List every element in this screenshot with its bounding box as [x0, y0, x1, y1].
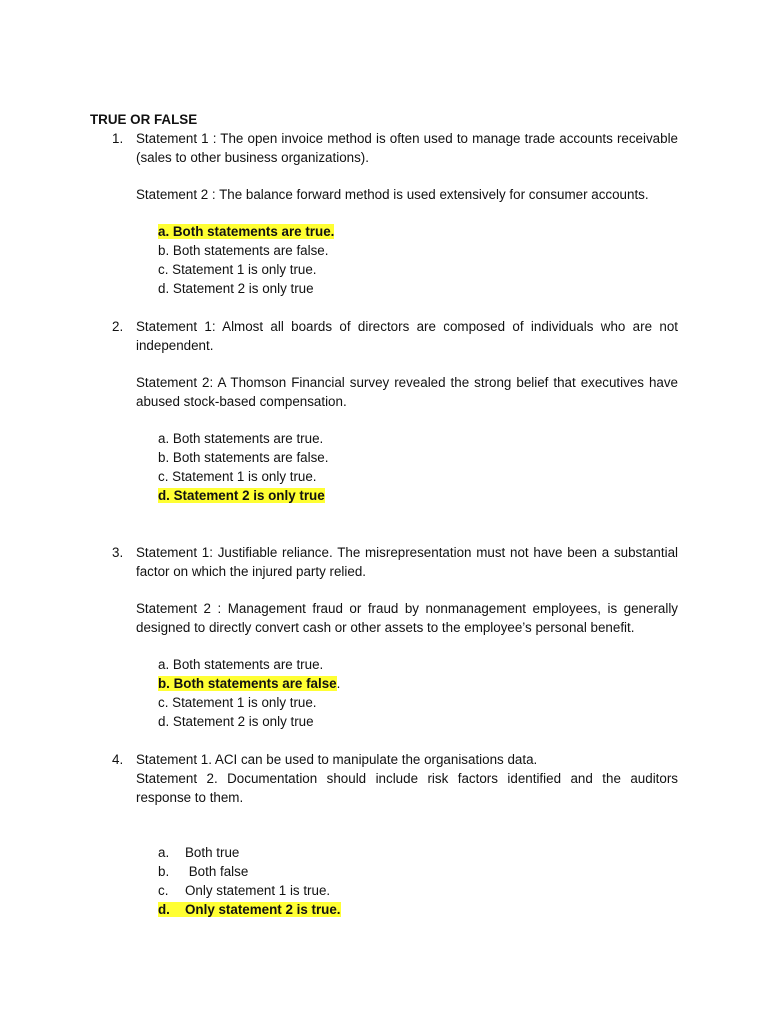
choice-suffix: .: [336, 676, 341, 691]
choice-a: [158, 843, 678, 862]
statement-1: Statement 1: Justifiable reliance. The misrepresentation must not have been a substantial factor on which the injured party relied.: [136, 545, 678, 579]
statement-2: Statement 2. Documentation should include risk factors identified and the auditors response to them.: [136, 771, 678, 805]
question-number: 2.: [112, 319, 124, 334]
choice-b: b. Both statements are false.: [158, 243, 329, 258]
question-1: [112, 129, 678, 298]
choice-b: [158, 674, 678, 693]
question-4: [112, 750, 678, 919]
choice-c: c. Statement 1 is only true.: [158, 469, 317, 484]
choice-text: Both true: [185, 845, 240, 860]
page-heading: TRUE OR FALSE: [90, 112, 198, 127]
statement-2: Statement 2 : Management fraud or fraud by nonmanagement employees, is generally designed to directly convert cash or other assets to the employee’s personal benefit.: [136, 601, 678, 635]
choice-letter: d.: [158, 902, 170, 917]
choice-letter: b.: [158, 864, 170, 879]
statement-1: Statement 1 : The open invoice method is often used to manage trade accounts receivable (sales to other business organizations).: [136, 131, 678, 165]
choice-d: d. Statement 2 is only true: [158, 281, 314, 296]
choice-text: Only statement 1 is true.: [185, 883, 331, 898]
choice-c: c. Statement 1 is only true.: [158, 262, 317, 277]
correct-answer-highlight: b. Both statements are false: [158, 676, 337, 691]
answer-choices: [158, 429, 678, 505]
question-number: 3.: [112, 545, 124, 560]
choice-letter: a.: [158, 845, 170, 860]
choice-c: c. Statement 1 is only true.: [158, 695, 317, 710]
answer-choices: [158, 655, 678, 731]
choice-a: a. Both statements are true.: [158, 431, 324, 446]
question-3: [112, 543, 678, 731]
answer-choices: [158, 222, 678, 298]
choice-b: [158, 862, 678, 881]
choice-text: Only statement 2 is true.: [185, 902, 341, 917]
choice-letter: c.: [158, 883, 169, 898]
choice-a: [158, 222, 678, 241]
statement-1: Statement 1. ACI can be used to manipulate the organisations data.: [136, 752, 538, 767]
choice-text: Both false: [185, 864, 249, 879]
choice-a: a. Both statements are true.: [158, 657, 324, 672]
choice-c: [158, 881, 678, 900]
choice-d: d. Statement 2 is only true: [158, 714, 314, 729]
correct-answer-highlight: a. Both statements are true.: [158, 224, 335, 239]
correct-answer-highlight: d. Statement 2 is only true: [158, 488, 325, 503]
question-2: [112, 317, 678, 505]
choice-b: b. Both statements are false.: [158, 450, 329, 465]
statement-1: Statement 1: Almost all boards of directors are composed of individuals who are not independent.: [136, 319, 678, 353]
correct-answer-highlight: [158, 902, 341, 917]
question-number: 4.: [112, 752, 124, 767]
statement-2: Statement 2: A Thomson Financial survey revealed the strong belief that executives have abused stock-based compensation.: [136, 375, 678, 409]
question-number: 1.: [112, 131, 124, 146]
choice-d: [158, 486, 678, 505]
statement-2: Statement 2 : The balance forward method is used extensively for consumer accounts.: [136, 187, 649, 202]
answer-choices: [158, 843, 678, 919]
choice-d: [158, 900, 678, 919]
